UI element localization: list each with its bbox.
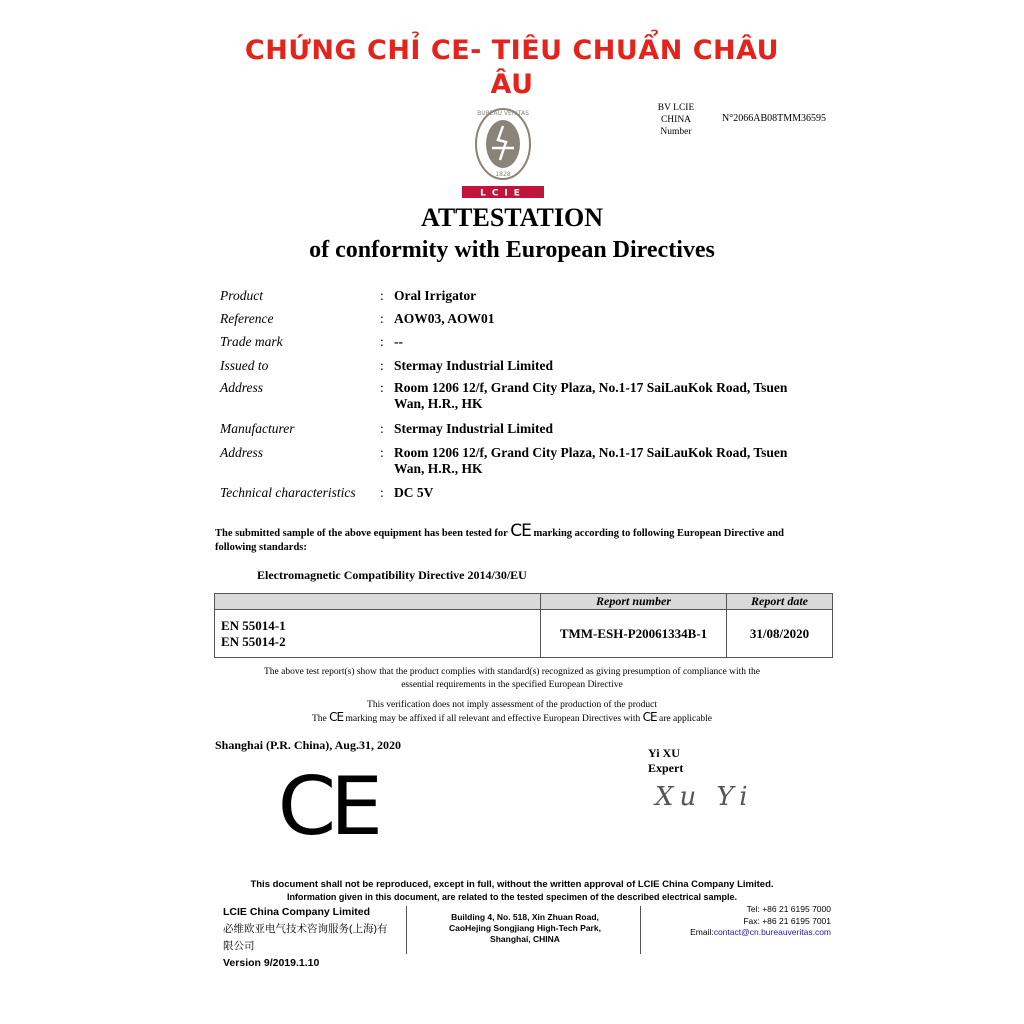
marking-note [0,711,1024,725]
field-label: Manufacturer [220,421,295,436]
company-name: LCIE China Company Limited [223,906,371,918]
version: Version 9/2019.1.10 [223,957,320,969]
bv-label-line: Number [660,127,692,137]
signature: Xu Yi [655,782,754,812]
statement-text: The submitted sample of the above equipment has been tested for [215,528,508,539]
statement [215,521,815,555]
logo-year: 1828 [495,171,511,178]
standard: EN 55014-1 [221,617,286,633]
company-name-cn: 限公司 [223,940,255,952]
compliance-note: essential requirements in the specified European Directive [401,680,623,690]
standard: EN 55014-2 [221,633,286,649]
footer-company [223,904,388,972]
field-value: -- [394,334,403,349]
ce-mark-icon: CE [510,521,531,541]
bv-label-line: CHINA [660,115,692,125]
company-name-cn: 必维欧亚电气技术咨询服务(上海)有 [223,923,388,935]
logo-ring-text: BUREAU VERITAS [477,110,529,117]
footer-contact [645,904,831,939]
email-link[interactable]: contact@cn.bureauveritas.com [713,927,831,937]
place-date: Shanghai (P.R. China), Aug.31, 2020 [215,738,401,752]
field-label: Issued to [220,358,269,373]
colon: : [380,445,384,460]
footer-notice: Information given in this document, are related to the tested specimen of the described electrical sample. [286,892,738,902]
footer-notice: This document shall not be reproduced, except in full, without the written approval of LCIE China Company Limited. [250,879,774,890]
field-value: Room 1206 12/f, Grand City Plaza, No.1-17 SaiLauKok Road, Tsuen Wan, H.R., HK [394,380,788,411]
report-number: TMM-ESH-P20061334B-1 [541,610,727,658]
colon: : [380,288,384,303]
colon: : [380,311,384,326]
table-header: Report number [541,594,727,610]
table-header: Report date [727,594,833,610]
colon: : [380,485,384,500]
note-text: are applicable [659,714,713,724]
ce-mark-large-icon: CE [277,760,377,853]
ce-mark-icon: CE [329,710,344,724]
email-label: Email: [690,927,714,937]
note-text: marking may be affixed if all relevant and effective European Directives with [345,714,641,724]
statement-text: marking according to following European Directive and following standards: [215,528,784,553]
tel: Tel: +86 21 6195 7000 [746,904,831,914]
field-label: Reference [220,311,274,326]
field-label: Address [220,445,263,460]
divider [640,906,641,954]
field-label: Product [220,288,263,303]
compliance-note: The above test report(s) show that the product complies with standard(s) recognized as giving presumption of compliance with the [264,667,760,677]
signer-name: Yi XU [648,746,680,760]
standards-cell [215,610,541,658]
table-header [215,594,541,610]
bv-number-label [640,102,712,138]
signer-role: Expert [648,761,684,775]
verification-note: This verification does not imply assessment of the production of the product [367,700,657,710]
bureau-veritas-logo [462,108,544,200]
note-text: The [311,714,327,724]
colon: : [380,421,384,436]
field-label: Address [220,380,263,395]
title: ATTESTATION [420,203,604,232]
field-value: AOW03, AOW01 [394,311,495,326]
footer-address [410,912,640,945]
field-value: DC 5V [394,485,434,500]
fax: Fax: +86 21 6195 7001 [743,915,831,926]
field-value: Stermay Industrial Limited [394,358,554,373]
address-line: CaoHejing Songjiang High-Tech Park, [449,923,601,933]
directive: Electromagnetic Compatibility Directive 2014/30/EU [257,568,527,582]
divider [406,906,407,954]
ce-mark-icon: CE [642,710,657,724]
field-value: Stermay Industrial Limited [394,421,554,436]
certificate-number: N°2066AB08TMM36595 [722,113,827,124]
watermark: CHỨNG CHỈ CE- TIÊU CHUẨN CHÂU ÂU [244,35,780,100]
table-row [215,610,833,658]
signer [648,746,683,776]
colon: : [380,334,384,349]
subtitle: of conformity with European Directives [309,237,715,263]
address-line: Shanghai, CHINA [490,934,560,944]
field-value: Room 1206 12/f, Grand City Plaza, No.1-17 SaiLauKok Road, Tsuen Wan, H.R., HK [394,445,788,476]
report-date: 31/08/2020 [727,610,833,658]
colon: : [380,380,384,395]
field-label: Trade mark [220,334,283,349]
report-table [214,593,833,658]
bv-label-line: BV LCIE [657,103,695,113]
colon: : [380,358,384,373]
field-label: Technical characteristics [220,485,356,500]
field-value: Oral Irrigator [394,288,477,303]
logo-bar-text: LCIE [480,188,526,199]
address-line: Building 4, No. 518, Xin Zhuan Road, [451,912,599,922]
